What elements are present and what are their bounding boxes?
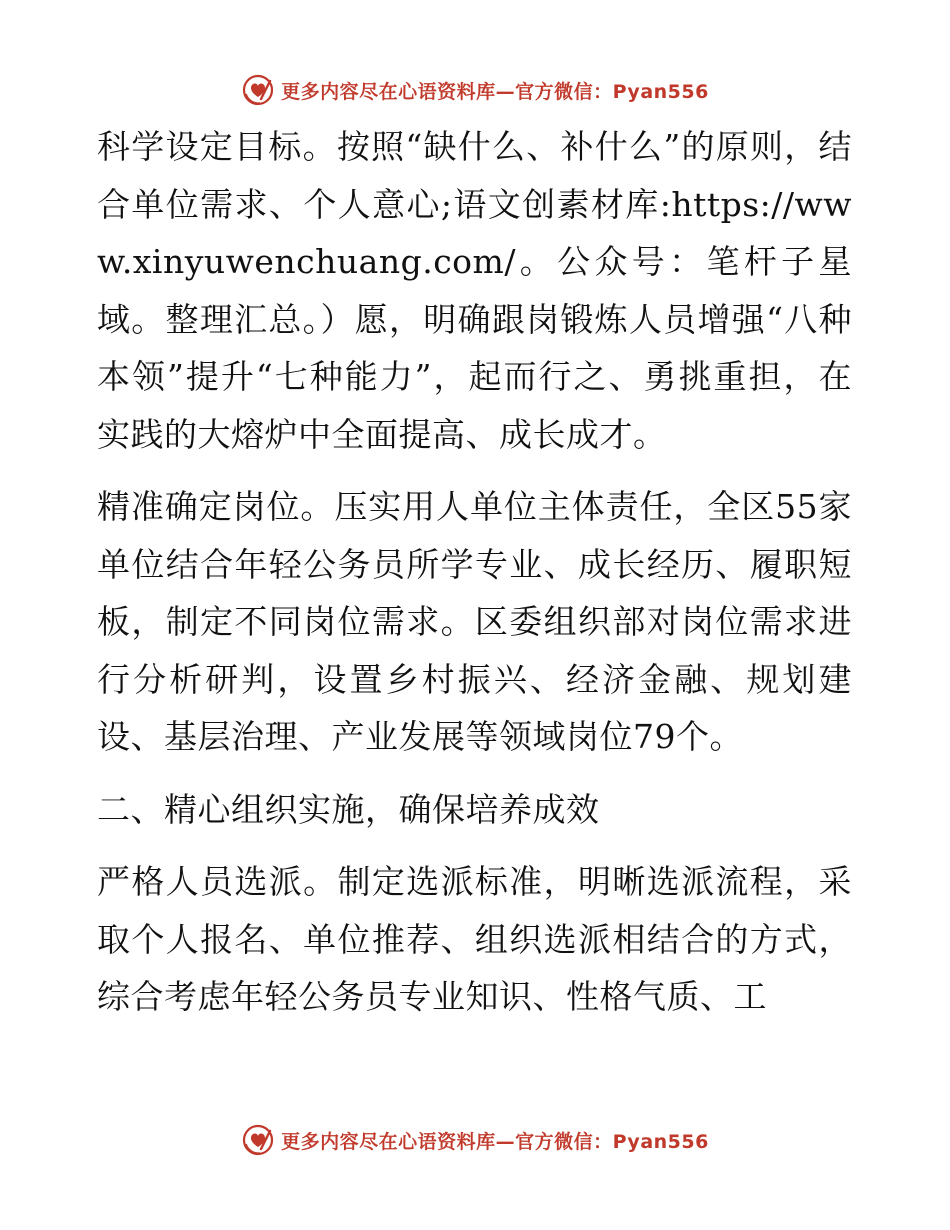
paragraph-set-goals: 科学设定目标。按照“缺什么、补什么”的原则，结合单位需求、个人意心;语文创素材库:https://www.xinyuwenchuang.com/。公众号：笔杆子星域。整理汇总。）愿，明确跟岗锻炼人员增强“八种本领”提升“七种能力”，起而行之、勇挑重担，在实践的大熔炉中全面提高、成长成才。	[97, 127, 852, 454]
section-heading-implementation: 二、精心组织实施，确保培养成效	[97, 789, 600, 829]
footer-banner-content	[241, 1123, 709, 1157]
heart-pen-logo-icon	[241, 73, 275, 107]
paragraph-assign-positions: 精准确定岗位。压实用人单位主体责任，全区55家单位结合年轻公务员所学专业、成长经历、履职短板，制定不同岗位需求。区委组织部对岗位需求进行分析研判，设置乡村振兴、经济金融、规划建设、基层治理、产业发展等领域岗位79个。	[97, 487, 852, 756]
header-banner-content	[241, 73, 709, 107]
header-banner	[0, 70, 950, 110]
footer-banner-text: 更多内容尽在心语资料库—官方微信：Pyan556	[281, 1130, 709, 1153]
header-banner-text: 更多内容尽在心语资料库—官方微信：Pyan556	[281, 80, 709, 103]
paragraph-selection: 严格人员选派。制定选派标准，明晰选派流程，采取个人报名、单位推荐、组织选派相结合的方式，综合考虑年轻公务员专业知识、性格气质、工	[97, 862, 852, 1016]
footer-banner	[0, 1120, 950, 1160]
document-body	[97, 118, 852, 1026]
heart-pen-logo-icon	[241, 1123, 275, 1157]
